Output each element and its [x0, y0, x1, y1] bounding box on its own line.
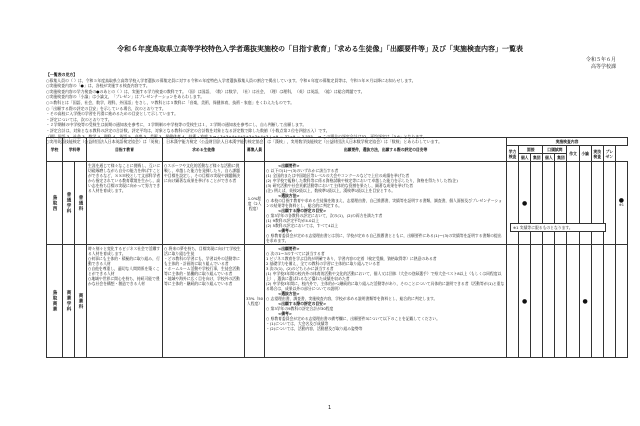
requirement-line: 1 ビジネス教育を学ぶ目的が明確であり，学習内容の定着（検定受験，資格取得等）に熱意のある者 — [266, 256, 437, 261]
header-student: 求める生徒像 — [163, 138, 245, 162]
note-line: ○募集人員の（ ）は，令和５年度鳥取県立高等学校入学者選抜の募集定員に対する令和６年度特色入学者選抜募集人員の割合で掲出しています。令和６年度の募集定員等は，令和５年８月以降にお知らせします。 — [46, 77, 416, 83]
requirement-line: ○ 第3学年の9教科の評定合計が30程度 — [266, 306, 334, 311]
requirement-line: ・(1)については，大会名及び成績等 — [266, 321, 329, 326]
note-line: ・評定については，次のとおりです。 — [46, 116, 112, 122]
requirement-line: <選抜方法> — [278, 291, 300, 296]
header-tests: 実施検査内容 — [507, 138, 628, 146]
aim-line: 生涯を通じて様々なことに挑戦し，互いに切磋琢磨しながら自分の能力を伸ばすことができるなど，ＳＳＨ校として文部科学省から指定されている教育環境を生かし，高い志を持ち目標の実現に向かって努力できる人材を育成します。 — [88, 163, 161, 193]
check-presentation — [615, 245, 627, 358]
header-requirements: 出願要件，選抜方法，出願する際の評定の目安等 — [265, 138, 507, 162]
student-cell — [163, 162, 245, 245]
requirement-line: ・(2)については，活動内容，活動歴及び取り組み姿勢等 — [266, 326, 363, 331]
check-note: ※1 — [618, 203, 624, 207]
check-oral-group — [555, 245, 567, 358]
header-interview-individual: 個人 — [519, 154, 531, 162]
header-aim: 目指す教育 — [87, 138, 163, 162]
school-name: 鳥取西 — [47, 162, 63, 245]
requirement-line: (1) 中学校3年間の校内外の体育的活動や文化的活動において，個人又は団体（大会の登録選手）で県大会ベスト8以上（もしくは同程度以上），選抜に選ばれるなど優れた成績を収めた者 — [266, 271, 502, 281]
header-short-essay: 小論 — [579, 146, 591, 162]
aim-cell — [87, 162, 163, 245]
requirement-line: ○ 県教育委員会が定める志望理由書とは別に，学校が定める自己推薦書とともに，出願要件にある(1)〜(3)の実績等を証明する書類の提出を求めます。 — [266, 233, 502, 243]
student-cell — [163, 245, 245, 358]
course-name: 普通科 — [75, 162, 87, 245]
aim-line: ○何事にも主体的・積極的に取り組み，行動できる人材 — [88, 256, 160, 266]
capacity: 1.0%程度（2人程度） — [245, 162, 265, 245]
check-interview-group — [531, 162, 543, 245]
requirement-line: ○ 以下の(1)〜(3)のいずれかに該当する者 — [266, 168, 339, 173]
requirement-line: (1) 全国的または中国地区等レベルの大会やコンクールなどで上位の成績を挙げた者 — [266, 173, 410, 178]
student-line: ○ 将来の夢を持ち，目標実現に向けて学校生活に取り組む生徒 — [164, 246, 241, 256]
note-line: ○実施検査内容の学力検査の●のあとの（ ）は，実施する学力検査の教科です。（国）は国語，（数）は数学，（社）は社会，（理）は理科，（英）は英語，（総）は総合問題です。 — [46, 88, 365, 94]
check-oral-individual — [543, 245, 555, 358]
note-line: （例）国語 3，社会 3，数学 4，理科 4，英語 5，音楽 3，美術 3，保健体育 4，技術・家庭 3 → ( 3+3+4+4+5+3+3+4+3 ) ÷9 ＝ 32÷9 ＝ 3.555… → この場合の評定合計は32，平均評定は「3.6」となります。 — [46, 133, 427, 139]
header-interview-group: 集団 — [531, 154, 543, 162]
table-row — [47, 162, 628, 245]
note-line: ・その高校に入学後の学習を円滑に進めるための目安として示しています。 — [46, 111, 178, 117]
requirement-line: <出願要件> — [278, 163, 300, 168]
department-name: 普通学科 — [63, 162, 75, 245]
page-number: 1 — [328, 405, 332, 411]
header-essay: 作文 — [567, 146, 579, 162]
check-presentation — [615, 162, 627, 245]
school-name: 鳥取商業 — [47, 245, 63, 358]
check-interview-individual: ● — [519, 245, 531, 358]
note-line: ○実施検査内容の「小論」は小論文，「プレゼン」はプレゼンテーションをあらわします。 — [46, 94, 205, 100]
requirement-line: ○ 県教育委員会が定める志望理由書の備考欄に，出願要件3について以下のことを記載してください。 — [266, 316, 440, 321]
header-department: 学科等 — [63, 138, 87, 162]
header-practical: 実技検査 — [591, 146, 603, 162]
check-short-essay — [579, 162, 591, 245]
document-title: 令和６年度鳥取県立高等学校特色入学者選抜実施校の「目指す教育」「求める生徒像」「出願要件等」及び「実施検査内容」一覧表 — [117, 45, 523, 53]
schools-table — [46, 137, 628, 358]
check-academic — [507, 162, 519, 245]
header-oral-exam: 口頭試問 — [543, 146, 567, 154]
department-name: 商業学科 — [63, 245, 75, 358]
check-oral-individual — [543, 162, 555, 245]
check-essay — [567, 245, 579, 358]
check-academic — [507, 245, 519, 358]
student-line: ・ホームルーム活動や学校行事，生徒会活動等に主体的・協働的に取り組んでいる者 — [164, 266, 240, 276]
requirement-line: <備考> — [278, 311, 292, 316]
requirement-line: (注) 例えば，英検2級以上，数検準1級以上，漢検準1級以上を目安とする。 — [266, 188, 396, 193]
student-line: ・どの教科の学習にも，学習以外の活動等にも主体的・計画的に取り組んでいる者 — [164, 256, 240, 266]
note-line: ○５教科とは「国語，社会，数学，理科，外国語」をさし，９教科とは５教科に「音楽，美術，保健体育，技術・家庭」をくわえたものです。 — [46, 99, 295, 105]
check-interview-individual: ● — [519, 162, 531, 245]
header-capacity: 募集人員 — [245, 138, 265, 162]
notes-heading: 【一覧表の見方】 — [46, 72, 78, 77]
date-block — [586, 57, 616, 71]
check-practical — [591, 245, 603, 358]
header-oral-individual: 個人 — [543, 154, 555, 162]
note-line: ○実施検査内容の「●」は，各校が実施する検査内容です。 — [46, 83, 150, 89]
header-presentation: プレゼン — [603, 146, 615, 162]
requirement-line: <備考> — [278, 228, 292, 233]
department-name: 高等学校課 — [590, 64, 616, 70]
header-interview: 面接 — [519, 146, 543, 154]
note-line: ○「出願する際の評定の目安」を示している場合，次のとおりです。 — [46, 105, 166, 111]
capacity: 33%（50人程度） — [245, 245, 265, 358]
course-name: 商業科 — [75, 245, 87, 358]
requirement-line: 3 次の(1)，(2)のどちらかに該当する者 — [266, 266, 334, 271]
note-line: ・２学期制の中学校等の受検生は前期の通知表を参考に，３学期制の中学校等の受検生は１，２学期の通知表を参考にし，自ら判断して出願します。 — [46, 122, 307, 128]
aim-line: 時々刻々と変化するビジネス社会で活躍する人材を育成します。 — [88, 246, 161, 256]
issue-date: 令和５年６月 — [585, 57, 616, 63]
legend-notes — [46, 72, 631, 145]
header-school: 学校 — [47, 138, 63, 162]
requirement-line: <出願する際の評定の目安> — [278, 301, 327, 306]
check-mark: ● — [618, 197, 625, 204]
requirement-line: <選抜方法> — [278, 193, 300, 198]
requirement-line: (2) 5教科の評定においては，すべて4以上 — [266, 223, 339, 228]
check-short-essay: ● — [579, 245, 591, 358]
requirement-line: <出願要件> — [278, 246, 300, 251]
header-academic-test: 学力検査 — [507, 146, 519, 162]
check-practical — [591, 162, 603, 245]
check-interview-group — [531, 245, 543, 358]
check-oral-group — [555, 162, 567, 245]
requirement-line: ○ 本校の目指す教育や求める生徒像を踏まえ，志望理由書，自己推薦書，実績等を証明する書類，調査書，個人面接及びプレゼンテーションの結果等を資料とし，総合的に判定する。 — [266, 198, 503, 208]
requirements-cell — [265, 245, 507, 358]
aim-line: ○地域や世界に関心を持ち，持続可能で豊かな社会を構想・創造できる人材 — [88, 276, 160, 286]
requirements-cell — [265, 162, 507, 245]
requirement-line: (3) 研究活動や社会貢献活動等において主体的な役割を果たし，顕著な成果を挙げた者 — [266, 183, 414, 188]
table-row — [47, 245, 628, 358]
check-essay — [567, 162, 579, 245]
requirement-line: ○ 次の1〜3のすべてに該当する者 — [266, 251, 325, 256]
requirement-line: ○ 志望理由書，調査書，実施検査内容，学校が求める説明書類等を資料とし，総合的に判定します。 — [266, 296, 438, 301]
footnote-box: ※1 実績等に限るものとなります。 — [510, 223, 606, 232]
student-line: ・地域や海外に広く目を向け，学校外の活動等に主体的・継続的に取り組んでいる者 — [164, 276, 240, 286]
requirement-line: (2) 中学校で履修した教科等に係る資格試験や検定等において卓越した能力を示したり，資格を得たりした者(注) — [266, 178, 458, 183]
requirement-line: <出願する際の評定の目安> — [278, 208, 327, 213]
aim-line: ○自他を尊重し，適切な人間関係を築くことができる人材 — [88, 266, 160, 276]
student-line: ○スポーツや文化的活動など様々な活動に挑戦し，卓越した能力を発揮したり，自ら課題や目標を設定し，その目標の実現や課題解決に向け顕著な成果を挙げることができる者 — [164, 163, 240, 183]
check-extra — [603, 245, 615, 358]
check-extra — [603, 162, 615, 245]
aim-cell — [87, 245, 163, 358]
requirement-line: (2) 中学校3年間に，校内外で，主体的かつ継続的に取り組んだ活動等があり，そのことについて具体的に説明できる者（活動等が(1)と重なる場合は，成果以外の部分についての説明） — [266, 281, 505, 291]
note-line: ・評定合計は，対象となる教科の評定の合計数，評定平均は，対象となる教科の評定の合計数を対象となる評定数で除した数値（小数点第２位を四捨五入）です。 — [46, 127, 330, 133]
requirement-line: (1) 9教科の評定平均が4.0以上 — [266, 218, 320, 223]
requirement-line: ○ 第3学年の各教科の評定において，次の(1)，(2)の両方を満たす者 — [266, 213, 383, 218]
requirement-line: 2 基礎学力を備え，全ての教科の学習に主体的に取り組んでいる者 — [266, 261, 380, 266]
note-line: ○実用英語技能検定（公益財団法人日本英語検定協会）は「英検」，日本漢字能力検定（公益財団法人日本漢字能力検定協会）は「漢検」，実用数学技能検定（公益財団法人日本数学検定協会）は「数検」とあらわしています。 — [46, 139, 443, 145]
header-oral-group: 集団 — [555, 154, 567, 162]
